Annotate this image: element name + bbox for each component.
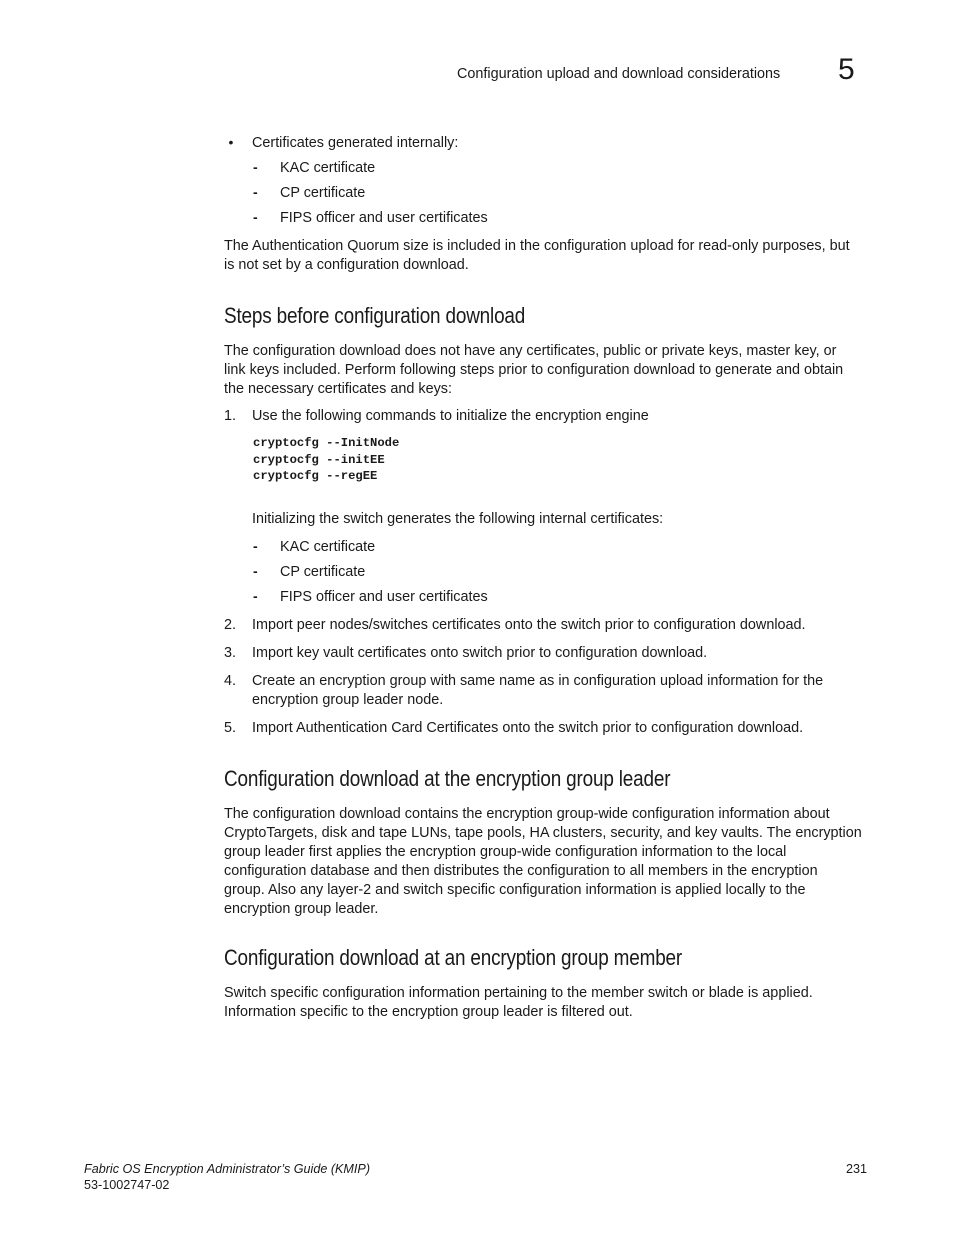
init-note: Initializing the switch generates the following internal certificates: — [252, 511, 664, 527]
chapter-number: 5 — [838, 53, 855, 86]
steps-intro-paragraph — [224, 342, 872, 399]
step-text-line: Create an encryption group with same name as in configuration upload information for the — [252, 673, 824, 689]
paragraph-line: The Authentication Quorum size is included in the configuration upload for read-only purposes, but — [224, 238, 850, 254]
code-line: cryptocfg --initEE — [253, 452, 385, 467]
dash-icon: - — [253, 563, 258, 579]
code-block — [253, 435, 399, 485]
quorum-paragraph — [224, 237, 872, 275]
paragraph-line: group leader first applies the encryption group-wide configuration information to the local — [224, 844, 787, 860]
bullet-icon: • — [228, 134, 234, 150]
step-number: 3. — [224, 645, 237, 661]
leader-paragraph — [224, 805, 872, 919]
paragraph-line: CryptoTargets, disk and tape LUNs, tape pools, HA clusters, security, and key vaults. The encryption — [224, 825, 862, 841]
step-number: 5. — [224, 720, 237, 736]
paragraph-line: The configuration download does not have any certificates, public or private keys, master key, or — [224, 343, 837, 359]
step-text — [252, 672, 872, 710]
step-text: Import key vault certificates onto switch prior to configuration download. — [252, 645, 708, 661]
step-number: 2. — [224, 617, 237, 633]
dash-icon: - — [253, 588, 258, 604]
init-item-kac: KAC certificate — [280, 539, 376, 555]
dash-icon: - — [253, 184, 258, 200]
paragraph-line: encryption group leader. — [224, 901, 379, 917]
paragraph-line: The configuration download contains the encryption group-wide configuration information about — [224, 806, 830, 822]
step-number: 4. — [224, 673, 237, 689]
paragraph-line: Information specific to the encryption group leader is filtered out. — [224, 1004, 633, 1020]
paragraph-line: the necessary certificates and keys: — [224, 381, 452, 397]
code-line: cryptocfg --regEE — [253, 469, 378, 484]
member-paragraph — [224, 984, 872, 1022]
paragraph-line: group. Also any layer-2 and switch specific configuration information is applied locally to the — [224, 882, 806, 898]
step-text-line: encryption group leader node. — [252, 692, 444, 708]
sub-item-fips: FIPS officer and user certificates — [280, 210, 488, 226]
step-text: Import Authentication Card Certificates onto the switch prior to configuration download. — [252, 720, 804, 736]
step-text: Use the following commands to initialize the encryption engine — [252, 408, 649, 424]
paragraph-line: Switch specific configuration information pertaining to the member switch or blade is applied. — [224, 985, 813, 1001]
dash-icon: - — [253, 209, 258, 225]
step-number: 1. — [224, 408, 237, 424]
bullet-item-certificates: Certificates generated internally: — [252, 135, 459, 151]
init-item-fips: FIPS officer and user certificates — [280, 589, 488, 605]
code-line: cryptocfg --InitNode — [253, 436, 400, 450]
paragraph-line: link keys included. Perform following steps prior to configuration download to generate and obtain — [224, 362, 844, 378]
step-text: Import peer nodes/switches certificates onto the switch prior to configuration download. — [252, 617, 806, 633]
init-item-cp: CP certificate — [280, 564, 366, 580]
sub-item-kac: KAC certificate — [280, 160, 376, 176]
paragraph-line: is not set by a configuration download. — [224, 257, 469, 273]
footer-guide-title: Fabric OS Encryption Administrator’s Guide (KMIP) — [84, 1162, 371, 1176]
running-header-title: Configuration upload and download considerations — [457, 66, 781, 82]
dash-icon: - — [253, 159, 258, 175]
paragraph-line: configuration database and then distributes the configuration to all members in the encryption — [224, 863, 818, 879]
section-heading-leader: Configuration download at the encryption group leader — [224, 766, 671, 791]
section-heading-member: Configuration download at an encryption group member — [224, 945, 683, 970]
dash-icon: - — [253, 538, 258, 554]
footer-doc-number: 53-1002747-02 — [84, 1178, 170, 1192]
footer-page-number: 231 — [846, 1162, 868, 1176]
sub-item-cp: CP certificate — [280, 185, 366, 201]
section-heading-steps: Steps before configuration download — [224, 303, 526, 328]
